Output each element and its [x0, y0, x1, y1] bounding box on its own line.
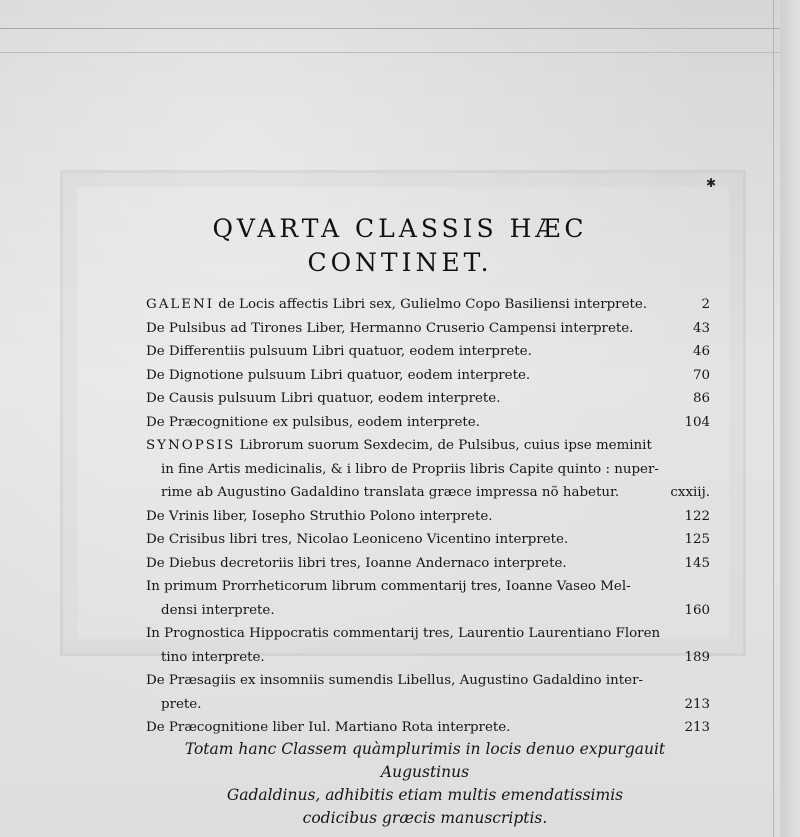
heading-line-1: QVARTA CLASSIS HÆC: [212, 214, 588, 243]
entry-text: In primum Prorrheticorum librum commentarij tres, Ioanne Vaseo Mel-: [146, 579, 631, 594]
entry-text: de Locis affectis Libri sex, Gulielmo Copo Basiliensi interprete.: [214, 297, 648, 312]
table-of-contents: [140, 293, 710, 740]
page-number: 145: [684, 555, 710, 571]
entry-text: Librorum suorum Sexdecim, de Pulsibus, cuius ipse meminit: [235, 438, 652, 453]
page-number: 213: [684, 696, 710, 712]
heading-line-2: CONTINET.: [307, 248, 493, 277]
entry-text: prete.: [161, 696, 202, 712]
entry-text: De Vrinis liber, Iosepho Struthio Polono interprete.: [146, 508, 493, 524]
entry-text: De Præsagiis ex insomniis sumendis Libellus, Augustino Gadaldino inter-: [146, 673, 644, 688]
entry-lead: SYNOPSIS: [146, 438, 236, 453]
toc-entry-continuation: [140, 481, 710, 505]
entry-text: densi interprete.: [161, 602, 275, 618]
toc-entry: [140, 364, 710, 388]
toc-entry: [140, 293, 710, 317]
page-edge: [780, 0, 800, 837]
page-number: cxxiij.: [670, 485, 710, 500]
page-number: 160: [684, 602, 710, 618]
entry-text: In Prognostica Hippocratis commentarij tres, Laurentio Laurentiano Floren: [146, 626, 661, 641]
toc-entry: [140, 716, 710, 740]
toc-entry: [140, 669, 710, 693]
ink-mark: ✱: [706, 176, 717, 190]
toc-entry: [140, 387, 710, 411]
toc-entry: [140, 434, 710, 458]
toc-entry: [140, 505, 710, 529]
note-line: codicibus græcis manuscriptis.: [302, 809, 548, 827]
entry-text: De Causis pulsuum Libri quatuor, eodem interprete.: [146, 391, 501, 406]
entry-lead: GALENI: [146, 297, 215, 312]
page-number: 86: [692, 391, 710, 406]
toc-entry: [140, 411, 710, 435]
page-number: 2: [701, 297, 710, 312]
entry-text: De Præcognitione liber Iul. Martiano Rota interprete.: [146, 720, 511, 735]
entry-text: De Diebus decretoriis libri tres, Ioanne Andernaco interprete.: [146, 555, 567, 571]
page-number: 70: [692, 367, 710, 383]
toc-entry: [140, 317, 710, 341]
entry-text: De Pulsibus ad Tirones Liber, Hermanno Cruserio Campensi interprete.: [146, 320, 634, 336]
entry-text: tino interprete.: [161, 649, 265, 665]
toc-entry: [140, 340, 710, 364]
top-border-line: [0, 28, 800, 29]
page-number: 104: [684, 414, 710, 430]
entry-text: De Dignotione pulsuum Libri quatuor, eodem interprete.: [146, 367, 531, 383]
toc-entry-continuation: [140, 693, 710, 717]
toc-entry-continuation: [140, 646, 710, 670]
editorial-note: [140, 738, 710, 830]
note-line: Gadaldinus, adhibitis etiam multis emendatissimis: [226, 786, 624, 804]
toc-entry-continuation: [140, 599, 710, 623]
right-border-line: [773, 0, 774, 837]
page-number: 122: [684, 508, 710, 524]
toc-entry: [140, 528, 710, 552]
entry-text: De Præcognitione ex pulsibus, eodem interprete.: [146, 414, 480, 430]
page-number: 213: [684, 720, 710, 735]
toc-entry: [140, 552, 710, 576]
toc-entry: [140, 622, 710, 646]
entry-text: in fine Artis medicinalis, & i libro de Propriis libris Capite quinto : nuper-: [161, 461, 659, 477]
page-number: 46: [692, 344, 710, 359]
toc-entry: [140, 575, 710, 599]
top-border-line-2: [0, 52, 800, 53]
entry-text: De Differentiis pulsuum Libri quatuor, eodem interprete.: [146, 344, 532, 359]
entry-text: rime ab Augustino Gadaldino translata græce impressa nõ habetur.: [161, 485, 620, 500]
page-number: 189: [684, 649, 710, 665]
page-number: 43: [692, 320, 710, 336]
note-line: Totam hanc Classem quàmplurimis in locis denuo expurgauit Augustinus: [184, 740, 666, 781]
toc-entry-continuation: [140, 458, 710, 482]
page-number: 125: [684, 532, 710, 547]
entry-text: De Crisibus libri tres, Nicolao Leoniceno Vicentino interprete.: [146, 532, 569, 547]
